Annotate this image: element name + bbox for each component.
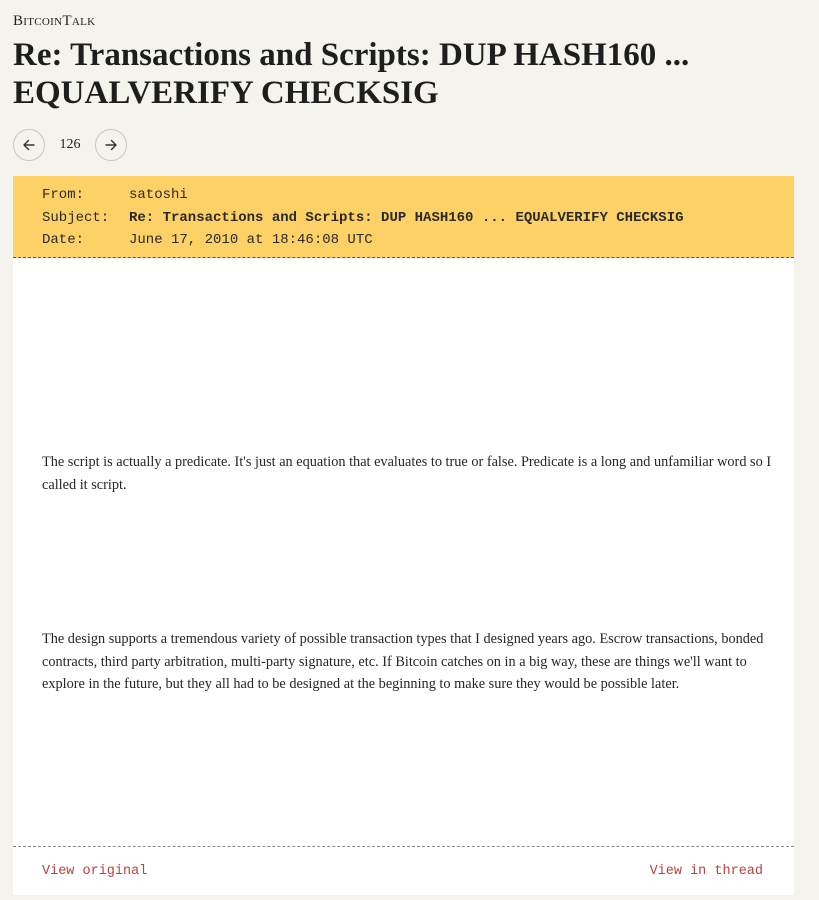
from-row bbox=[42, 184, 794, 207]
view-in-thread-link[interactable]: View in thread bbox=[649, 864, 763, 879]
date-label: Date: bbox=[42, 232, 85, 249]
arrow-left-icon bbox=[22, 138, 36, 152]
prev-page-button[interactable] bbox=[13, 129, 45, 161]
subject-value: Re: Transactions and Scripts: DUP HASH160 ... EQUALVERIFY CHECKSIG bbox=[129, 209, 684, 226]
page-title: Re: Transactions and Scripts: DUP HASH160 ... EQUALVERIFY CHECKSIG bbox=[13, 37, 690, 111]
site-name[interactable]: BitcoinTalk bbox=[13, 13, 96, 29]
view-original-link[interactable]: View original bbox=[42, 864, 148, 879]
page-number: 126 bbox=[59, 137, 81, 152]
date-value: June 17, 2010 at 18:46:08 UTC bbox=[129, 232, 373, 249]
next-page-button[interactable] bbox=[95, 129, 127, 161]
post-paragraph: The script is actually a predicate. It's just an equation that evaluates to true or false. Predicate is a long and unfamiliar word so I called it script. bbox=[42, 454, 772, 493]
arrow-right-icon bbox=[104, 138, 118, 152]
post-header bbox=[13, 176, 794, 258]
pager bbox=[13, 129, 127, 161]
subject-row bbox=[42, 207, 794, 230]
subject-label: Subject: bbox=[42, 209, 110, 226]
from-value: satoshi bbox=[129, 187, 188, 204]
post-paragraph: The design supports a tremendous variety of possible transaction types that I designed years ago. Escrow transactions, bonded contracts, third party arbitration, multi-party signature, etc. If Bitcoin catches on in a big way, these are things we'll want to explore in the future, but they all had to be designed at the beginning to make sure they would be possible later. bbox=[42, 631, 764, 693]
from-label: From: bbox=[42, 187, 85, 204]
date-row bbox=[42, 229, 794, 252]
post-footer bbox=[13, 846, 794, 895]
post-card bbox=[13, 176, 794, 895]
